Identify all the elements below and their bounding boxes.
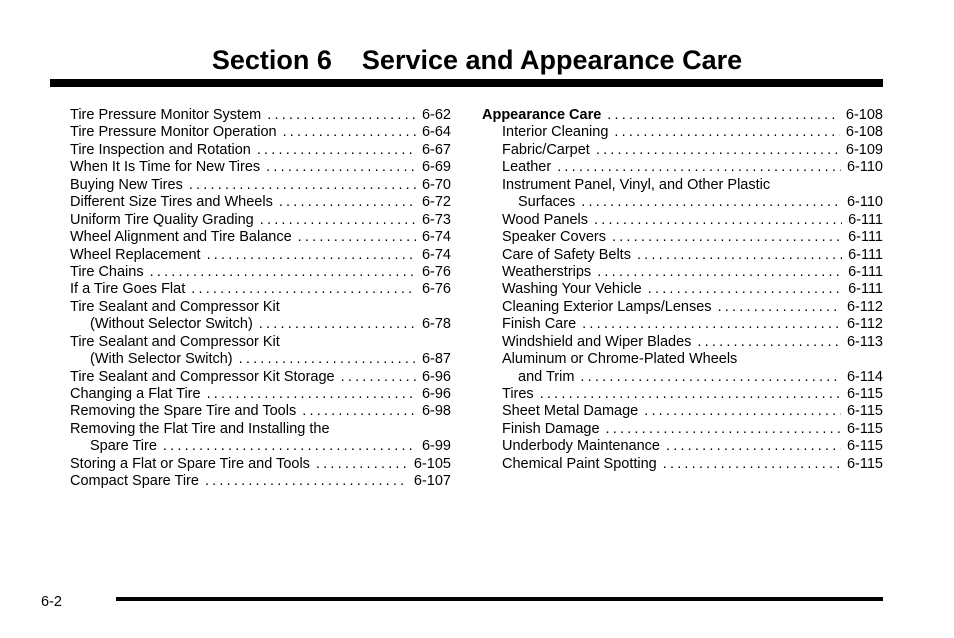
toc-entry-label: Sheet Metal Damage xyxy=(502,403,639,420)
leader-dots xyxy=(666,438,841,455)
toc-entry-continuation: Spare Tire xyxy=(90,438,157,455)
toc-entry[interactable] xyxy=(502,281,883,298)
toc-entry[interactable] xyxy=(70,177,451,194)
toc-entry[interactable] xyxy=(70,281,451,298)
leader-dots xyxy=(266,159,416,176)
leader-dots xyxy=(644,403,841,420)
toc-entry[interactable] xyxy=(502,194,883,211)
leader-dots xyxy=(637,247,842,264)
toc-left-column xyxy=(70,107,451,491)
leader-dots xyxy=(189,177,416,194)
toc-entry-label: Finish Damage xyxy=(502,420,600,437)
toc-page-number: 6-115 xyxy=(846,438,883,455)
leader-dots xyxy=(612,229,842,246)
toc-entry-label: When It Is Time for New Tires xyxy=(70,159,261,176)
leader-dots xyxy=(557,159,841,176)
section-title: Section 6 Service and Appearance Care xyxy=(211,45,743,75)
leader-dots xyxy=(267,107,416,124)
toc-page-number: 6-115 xyxy=(846,403,883,420)
toc-entry[interactable] xyxy=(502,334,883,351)
toc-entry-line xyxy=(70,334,451,351)
leader-dots xyxy=(257,142,416,159)
toc-entry[interactable] xyxy=(502,316,883,333)
toc-entry[interactable] xyxy=(502,421,883,438)
toc-entry-label: Buying New Tires xyxy=(70,176,183,193)
toc-entry-label: Underbody Maintenance xyxy=(502,438,660,455)
toc-entry[interactable] xyxy=(482,107,883,124)
leader-dots xyxy=(283,124,416,141)
toc-page-number: 6-107 xyxy=(413,473,451,490)
leader-dots xyxy=(648,281,842,298)
toc-entry[interactable] xyxy=(70,351,451,368)
toc-entry[interactable] xyxy=(70,403,451,420)
toc-entry-label: Uniform Tire Quality Grading xyxy=(70,211,254,228)
toc-page-number: 6-96 xyxy=(421,368,451,385)
toc-entry-label: Tire Sealant and Compressor Kit xyxy=(70,298,280,315)
toc-entry[interactable] xyxy=(70,229,451,246)
toc-entry-label: Cleaning Exterior Lamps/Lenses xyxy=(502,298,712,315)
leader-dots xyxy=(596,142,840,159)
toc-entry[interactable] xyxy=(70,247,451,264)
toc-entry-label: Chemical Paint Spotting xyxy=(502,455,657,472)
toc-entry-label: Tires xyxy=(502,386,534,402)
toc-page-number: 6-67 xyxy=(421,141,451,158)
toc-entry-label: Weatherstrips xyxy=(502,263,592,280)
toc-entry[interactable] xyxy=(502,142,883,159)
toc-entry-label: Instrument Panel, Vinyl, and Other Plastic xyxy=(502,176,771,193)
toc-entry[interactable] xyxy=(70,369,451,386)
leader-dots xyxy=(597,264,842,281)
title-rule xyxy=(50,79,883,87)
toc-page-number: 6-110 xyxy=(846,159,883,176)
toc-entry-label: Tire Inspection and Rotation xyxy=(70,141,251,158)
leader-dots xyxy=(581,194,841,211)
toc-page-number: 6-111 xyxy=(848,281,883,298)
toc-entry[interactable] xyxy=(502,456,883,473)
toc-entry[interactable] xyxy=(502,299,883,316)
toc-entry-line xyxy=(502,351,883,368)
leader-dots xyxy=(614,124,840,141)
appearance-care-subentries xyxy=(482,124,883,473)
toc-entry-line xyxy=(70,421,451,438)
toc-entry-label: Storing a Flat or Spare Tire and Tools xyxy=(70,455,310,472)
leader-dots xyxy=(316,456,408,473)
toc-entry-label: Fabric/Carpet xyxy=(502,141,590,158)
toc-right-column xyxy=(482,107,883,473)
toc-entry[interactable] xyxy=(70,438,451,455)
toc-entry-label: Care of Safety Belts xyxy=(502,246,631,263)
toc-page-number: 6-62 xyxy=(421,107,451,123)
leader-dots xyxy=(663,456,841,473)
leader-dots xyxy=(540,386,841,403)
toc-page-number: 6-72 xyxy=(421,194,451,211)
toc-page-number: 6-69 xyxy=(421,159,451,176)
toc-entry[interactable] xyxy=(70,473,451,490)
toc-page-number: 6-114 xyxy=(846,368,883,385)
toc-entry[interactable] xyxy=(502,124,883,141)
toc-entry-continuation: (Without Selector Switch) xyxy=(90,316,253,333)
toc-page-number: 6-76 xyxy=(421,263,451,280)
leader-dots xyxy=(298,229,416,246)
toc-entry[interactable] xyxy=(502,438,883,455)
leader-dots xyxy=(150,264,416,281)
leader-dots xyxy=(697,334,841,351)
toc-entry[interactable] xyxy=(502,229,883,246)
toc-entry-label: Aluminum or Chrome-Plated Wheels xyxy=(502,351,738,368)
toc-page-number: 6-73 xyxy=(421,211,451,228)
toc-entry-label: Wood Panels xyxy=(502,211,588,228)
toc-entry-label: Tire Pressure Monitor System xyxy=(70,107,262,123)
toc-page-number: 6-74 xyxy=(421,229,451,246)
toc-page-number: 6-74 xyxy=(421,246,451,263)
toc-page-number: 6-109 xyxy=(845,141,883,158)
toc-entry[interactable] xyxy=(70,194,451,211)
toc-page-number: 6-111 xyxy=(848,246,883,263)
toc-entry-label: Speaker Covers xyxy=(502,229,606,246)
toc-page-number: 6-96 xyxy=(421,386,451,402)
toc-entry-label: Tire Sealant and Compressor Kit xyxy=(70,333,280,350)
toc-entry-continuation: Surfaces xyxy=(518,194,576,211)
toc-entry-label: Leather xyxy=(502,159,552,176)
toc-page-number: 6-111 xyxy=(848,229,883,246)
toc-entry[interactable] xyxy=(502,264,883,281)
toc-entry-label: Changing a Flat Tire xyxy=(70,386,201,402)
toc-page-number: 6-115 xyxy=(846,386,883,402)
toc-entry-label: Washing Your Vehicle xyxy=(502,281,642,298)
toc-page-number: 6-78 xyxy=(421,316,451,333)
leader-dots xyxy=(606,421,841,438)
leader-dots xyxy=(302,403,416,420)
toc-entry[interactable] xyxy=(502,159,883,176)
leader-dots xyxy=(607,107,840,124)
toc-page-number: 6-111 xyxy=(848,263,883,280)
toc-entry-label: Windshield and Wiper Blades xyxy=(502,333,692,350)
toc-entry-label: Removing the Flat Tire and Installing the xyxy=(70,420,330,437)
toc-entry-label: Finish Care xyxy=(502,316,577,333)
toc-entry[interactable] xyxy=(70,159,451,176)
toc-entry[interactable] xyxy=(502,386,883,403)
toc-entry-label: Different Size Tires and Wheels xyxy=(70,194,273,211)
leader-dots xyxy=(718,299,841,316)
toc-page-number: 6-108 xyxy=(845,107,883,123)
leader-dots xyxy=(259,316,416,333)
leader-dots xyxy=(239,351,416,368)
leader-dots xyxy=(580,369,841,386)
toc-entry[interactable] xyxy=(502,403,883,420)
leader-dots xyxy=(341,369,416,386)
leader-dots xyxy=(191,281,416,298)
toc-entry-label: Tire Pressure Monitor Operation xyxy=(70,124,277,141)
toc-page-number: 6-110 xyxy=(846,194,883,211)
toc-page-number: 6-70 xyxy=(421,176,451,193)
toc-page-number: 6-115 xyxy=(846,455,883,472)
toc-page-number: 6-99 xyxy=(421,438,451,455)
toc-entry[interactable] xyxy=(70,107,451,124)
toc-entry[interactable] xyxy=(502,247,883,264)
leader-dots xyxy=(205,473,408,490)
toc-entry-label: Interior Cleaning xyxy=(502,124,609,141)
toc-entry-label: Wheel Alignment and Tire Balance xyxy=(70,229,292,246)
leader-dots xyxy=(207,247,416,264)
toc-entry[interactable] xyxy=(70,386,451,403)
toc-entry-label: Wheel Replacement xyxy=(70,246,201,263)
toc-page-number: 6-87 xyxy=(421,351,451,368)
toc-entry-line xyxy=(502,177,883,194)
toc-page-number: 6-76 xyxy=(421,281,451,298)
leader-dots xyxy=(163,438,416,455)
toc-entry[interactable] xyxy=(502,212,883,229)
toc-entry-continuation: and Trim xyxy=(518,368,575,385)
toc-entry[interactable] xyxy=(70,264,451,281)
footer-rule xyxy=(116,597,883,601)
toc-page-number: 6-108 xyxy=(845,124,883,141)
toc-page-number: 6-111 xyxy=(848,211,883,228)
toc-entry-label: Appearance Care xyxy=(482,107,602,123)
toc-page-number: 6-112 xyxy=(846,316,883,333)
leader-dots xyxy=(279,194,416,211)
toc-page-number: 6-105 xyxy=(413,455,451,472)
toc-entry-label: If a Tire Goes Flat xyxy=(70,281,186,298)
leader-dots xyxy=(594,212,842,229)
page-number: 6-2 xyxy=(41,594,62,610)
toc-page-number: 6-64 xyxy=(421,124,451,141)
toc-entry-continuation: (With Selector Switch) xyxy=(90,351,233,368)
toc-page-number: 6-112 xyxy=(846,298,883,315)
toc-entry[interactable] xyxy=(70,142,451,159)
leader-dots xyxy=(207,386,416,403)
toc-entry[interactable] xyxy=(70,316,451,333)
toc-entry-label: Tire Chains xyxy=(70,263,144,280)
toc-page-number: 6-98 xyxy=(421,403,451,420)
toc-page-number: 6-115 xyxy=(846,420,883,437)
toc-page-number: 6-113 xyxy=(846,333,883,350)
toc-entry-label: Tire Sealant and Compressor Kit Storage xyxy=(70,368,335,385)
toc-entry-label: Compact Spare Tire xyxy=(70,473,199,490)
toc-entry-line xyxy=(70,299,451,316)
toc-entry[interactable] xyxy=(70,456,451,473)
leader-dots xyxy=(582,316,841,333)
toc-entry[interactable] xyxy=(502,369,883,386)
leader-dots xyxy=(260,212,416,229)
toc-entry[interactable] xyxy=(70,212,451,229)
toc-entry[interactable] xyxy=(70,124,451,141)
toc-entry-label: Removing the Spare Tire and Tools xyxy=(70,403,297,420)
